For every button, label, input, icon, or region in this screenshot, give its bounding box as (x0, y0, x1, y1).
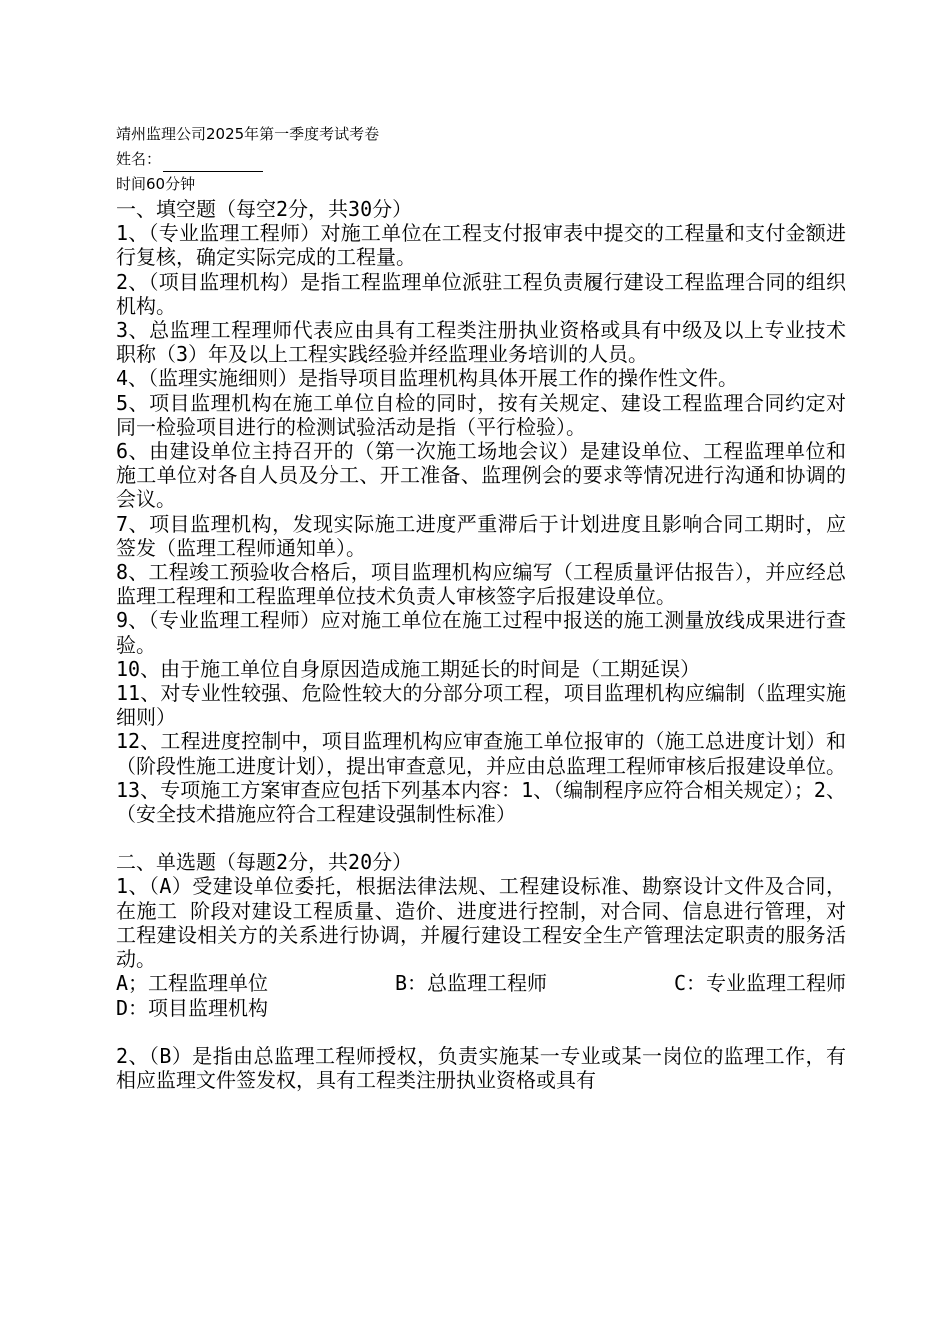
question-item: 5、项目监理机构在施工单位自检的同时，按有关规定、建设工程监理合同约定对同一检验项目进行的检测试验活动是指（平行检验）。 (116, 390, 846, 439)
question-item: 2、（B）是指由总监理工程师授权，负责实施某一专业或某一岗位的监理工作，有相应监理文件签发权，具有工程类注册执业资格或具有 (116, 1043, 846, 1092)
question-item: 6、由建设单位主持召开的（第一次施工场地会议）是建设单位、工程监理单位和施工单位对各自人员及分工、开工准备、监理例会的要求等情况进行沟通和协调的会议。 (116, 439, 846, 512)
spacer (116, 1020, 846, 1044)
question-item: 4、（监理实施细则）是指导项目监理机构具体开展工作的操作性文件。 (116, 366, 739, 391)
option-c: C：专业监理工程师 (673, 971, 846, 996)
question-item: 1、（专业监理工程师）对施工单位在工程支付报审表中提交的工程量和支付金额进行复核，确定实际完成的工程量。 (116, 221, 846, 270)
question-item: 2、（项目监理机构）是指工程监理单位派驻工程负责履行建设工程监理合同的组织机构。 (116, 269, 846, 318)
question-item: 1、（A）受建设单位委托，根据法律法规、工程建设标准、勘察设计文件及合同，在施工 阶段对建设工程质量、造价、进度进行控制，对合同、信息进行管理，对工程建设相关方的关系进行协调，并履行建设工程安全生产管理法定职责的服务活动。 (116, 874, 846, 972)
exam-body (116, 197, 846, 1092)
question-item: 8、工程竣工预验收合格后，项目监理机构应编写（工程质量评估报告），并应经总监理工程理和工程监理单位技术负责人审核签字后报建设单位。 (116, 560, 846, 609)
question-item: 12、工程进度控制中，项目监理机构应审查施工单位报审的（施工总进度计划）和（阶段性施工进度计划），提出审查意见，并应由总监理工程师审核后报建设单位。 (116, 729, 846, 778)
exam-page (116, 122, 846, 1092)
question-item: 9、（专业监理工程师）应对施工单位在施工过程中报送的施工测量放线成果进行查验。 (116, 608, 846, 657)
section-title-single-choice: 二、单选题（每题2分，共20分） (116, 850, 413, 875)
name-row (116, 147, 846, 172)
option-a: A；工程监理单位 (116, 971, 269, 996)
question-item: 3、总监理工程理师代表应由具有工程类注册执业资格或具有中级及以上专业技术职称（3）年及以上工程实践经验并经监理业务培训的人员。 (116, 318, 846, 367)
question-item: 13、专项施工方案审查应包括下列基本内容：1、（编制程序应符合相关规定）；2、（安全技术措施应符合工程建设强制性标准） (116, 777, 846, 827)
time-limit: 时间60分钟 (116, 175, 196, 193)
spacer (116, 826, 846, 850)
answer-options (116, 971, 846, 995)
question-item: 7、项目监理机构，发现实际施工进度严重滞后于计划进度且影响合同工期时，应签发（监理工程师通知单）。 (116, 511, 846, 560)
name-blank[interactable] (163, 154, 263, 172)
question-item: 10、由于施工单位自身原因造成施工期延长的时间是（工期延误） (116, 656, 701, 681)
section-title-fill: 一、填空题（每空2分，共30分） (116, 197, 413, 221)
option-d: D：项目监理机构 (116, 995, 269, 1020)
question-item: 11、对专业性较强、危险性较大的分部分项工程，项目监理机构应编制（监理实施细则） (116, 681, 846, 730)
exam-title: 靖州监理公司2025年第一季度考试考卷 (116, 125, 380, 143)
option-b: B：总监理工程师 (394, 971, 548, 996)
name-label: 姓名： (116, 150, 162, 168)
